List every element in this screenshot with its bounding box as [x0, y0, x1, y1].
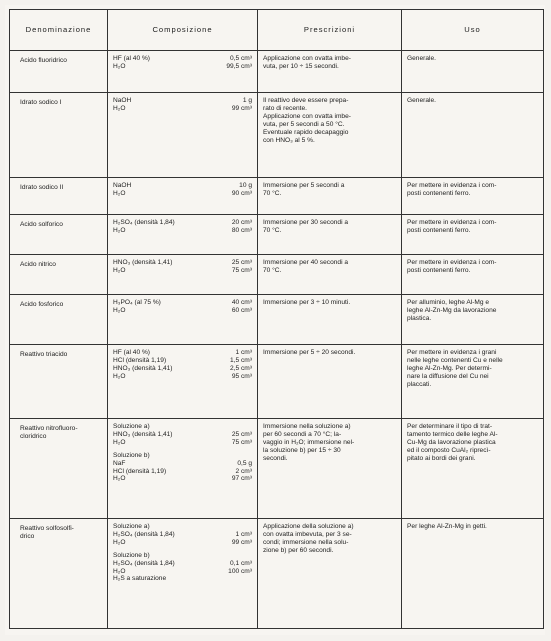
component-name: HNO₃ (densità 1,41) [113, 364, 173, 372]
component-name: H₂O [113, 266, 126, 274]
use-cell [402, 419, 544, 519]
reagent-name: Idrato sodico I [20, 99, 62, 106]
prescription-line: Eventuale rapido decapaggio [263, 128, 349, 136]
use-line: tamento termico delle leghe Al- [407, 430, 498, 438]
composition-item [113, 568, 252, 576]
component-name: HF (al 40 %) [113, 349, 151, 356]
composition-item [113, 97, 252, 105]
component-quantity: 90 cm³ [231, 189, 252, 197]
composition-cell [108, 295, 258, 345]
use-cell [402, 345, 544, 419]
reagent-name-cell [10, 295, 108, 345]
composition-item [113, 539, 252, 547]
prescription-line: 70 °C. [263, 189, 282, 197]
component-name: H₂O [113, 226, 126, 234]
component-name: H₂O [113, 189, 126, 197]
composition-block [113, 552, 252, 584]
reagent-name: Reattivo nitrofluoro- [20, 425, 78, 432]
composition-block [113, 299, 252, 315]
component-quantity: 1 cm³ [235, 530, 252, 538]
composition-item [113, 219, 252, 227]
component-name: NaOH [113, 182, 132, 189]
use-line: ed il composto CuAl₂ riprecì- [407, 446, 491, 454]
prescription-line: vuta, per 5 secondi a 50 °C. [263, 120, 345, 128]
prescription-line: Immersione per 5 secondi a [263, 182, 345, 189]
composition-item [113, 227, 252, 235]
prescription-line: Applicazione della soluzione a) [263, 523, 354, 530]
reagent-name: Reattivo triacido [20, 351, 68, 358]
reagents-table [9, 9, 544, 629]
composition-block [113, 523, 252, 547]
use-line: Per mettere in evidenza i com- [407, 182, 497, 189]
use-line: Per determinare il tipo di trat- [407, 423, 493, 430]
composition-item [113, 105, 252, 113]
prescription-line: 70 °C. [263, 226, 282, 234]
component-name: NaF [113, 459, 126, 467]
table-row [10, 345, 544, 419]
composition-item [113, 307, 252, 315]
component-name: H₂SO₄ (densità 1,84) [113, 219, 175, 226]
use-line: posti contenenti ferro. [407, 266, 471, 274]
use-line: Per mettere in evidenza i com- [407, 219, 497, 226]
table-row [10, 51, 544, 93]
table-row [10, 295, 544, 345]
composition-item [113, 560, 252, 568]
component-quantity: 25 cm³ [231, 430, 252, 438]
prescription-line: Immersione per 5 ÷ 20 secondi. [263, 349, 356, 356]
composition-item [113, 475, 252, 483]
use-cell [402, 295, 544, 345]
solution-label: Soluzione a) [113, 423, 150, 430]
table-row [10, 419, 544, 519]
prescription-line: vuta, per 10 ÷ 15 secondi. [263, 62, 339, 70]
composition-cell [108, 345, 258, 419]
component-name: H₂O [113, 438, 126, 446]
reagent-name: Acido solforico [20, 221, 63, 228]
component-quantity: 10 g [239, 182, 252, 189]
reagent-name: Acido fluoridrico [20, 57, 67, 64]
composition-block [113, 97, 252, 113]
use-cell [402, 51, 544, 93]
component-quantity: 97 cm³ [231, 475, 252, 483]
prescription-line: 70 °C. [263, 266, 282, 274]
component-name: H₂O [113, 567, 126, 575]
use-line: Cu-Mg da lavorazione plastica [407, 438, 496, 446]
table-row [10, 215, 544, 255]
component-quantity: 0,1 cm³ [230, 559, 252, 567]
use-line: posti contenenti ferro. [407, 226, 471, 234]
use-line: Per leghe Al-Zn-Mg in getti. [407, 523, 487, 530]
document-page [5, 5, 545, 635]
prescription-line: Applicazione con ovatta imbe- [263, 55, 351, 62]
component-quantity: 99,5 cm³ [226, 62, 252, 70]
component-quantity: 40 cm³ [231, 299, 252, 306]
prescription-line: con ovatta imbevuta, per 3 se- [263, 530, 352, 538]
composition-block [113, 423, 252, 447]
prescription-cell [258, 419, 402, 519]
reagent-name-cell [10, 519, 108, 629]
use-cell [402, 519, 544, 629]
prescription-line: la soluzione b) per 15 ÷ 30 [263, 446, 341, 454]
component-quantity: 20 cm³ [231, 219, 252, 226]
component-name: HF (al 40 %) [113, 55, 151, 62]
table-row [10, 93, 544, 178]
solution-label: Soluzione b) [113, 451, 150, 459]
composition-item [113, 373, 252, 381]
prescription-cell [258, 93, 402, 178]
composition-cell [108, 255, 258, 295]
component-name: NaOH [113, 97, 132, 104]
component-name: H₂O [113, 372, 126, 380]
reagent-name: Reattivo solfosolfi- [20, 525, 74, 532]
use-line: Generale. [407, 97, 436, 104]
reagent-name-cell [10, 93, 108, 178]
composition-item [113, 299, 252, 307]
header-row [10, 10, 544, 51]
component-quantity: 2,5 cm³ [230, 364, 252, 372]
table-row [10, 178, 544, 215]
solution-label: Soluzione b) [113, 551, 150, 559]
reagent-name: Acido nitrico [20, 261, 56, 268]
use-line: Generale. [407, 55, 436, 62]
use-line: leghe Al-Zn-Mg da lavorazione [407, 306, 497, 314]
use-cell [402, 178, 544, 215]
use-line: nelle leghe contenenti Cu e nelle [407, 356, 503, 364]
composition-item [113, 55, 252, 63]
use-line: placcati. [407, 380, 432, 388]
prescription-line: zione b) per 60 secondi. [263, 546, 334, 554]
reagent-name-cell [10, 215, 108, 255]
composition-cell [108, 519, 258, 629]
component-quantity: 99 cm³ [231, 538, 252, 546]
component-quantity: 2 cm³ [235, 467, 252, 475]
component-quantity: 99 cm³ [231, 104, 252, 112]
component-name: HCl (densità 1,19) [113, 356, 167, 364]
component-quantity: 1,5 cm³ [230, 356, 252, 364]
reagent-name-cell [10, 345, 108, 419]
composition-item [113, 267, 252, 275]
composition-block [113, 259, 252, 275]
composition-cell [108, 215, 258, 255]
prescription-cell [258, 519, 402, 629]
component-quantity: 75 cm³ [231, 266, 252, 274]
reagent-name-cell [10, 419, 108, 519]
prescription-line: Il reattivo deve essere prepa- [263, 97, 349, 104]
component-quantity: 75 cm³ [231, 438, 252, 446]
header-denominazione: Denominazione [10, 10, 108, 51]
composition-item [113, 439, 252, 447]
composition-item [113, 531, 252, 539]
composition-item [113, 259, 252, 267]
prescription-line: Immersione per 3 ÷ 10 minuti. [263, 299, 351, 306]
use-cell [402, 215, 544, 255]
reagent-name: drico [20, 532, 35, 540]
component-name: HCl (densità 1,19) [113, 467, 167, 475]
component-name: H₂SO₄ (densità 1,84) [113, 530, 175, 538]
composition-cell [108, 51, 258, 93]
composition-item [113, 182, 252, 190]
component-name: H₂O [113, 104, 126, 112]
component-name: H₂S a saturazione [113, 575, 167, 583]
prescription-line: secondi. [263, 454, 288, 462]
composition-item [113, 63, 252, 71]
component-quantity: 0,5 cm³ [230, 55, 252, 62]
use-line: posti contenenti ferro. [407, 189, 471, 197]
prescription-line: Immersione per 40 secondi a [263, 259, 349, 266]
solution-label: Soluzione a) [113, 523, 150, 530]
component-name: HNO₃ (densità 1,41) [113, 430, 173, 438]
component-name: H₃PO₄ (al 75 %) [113, 299, 161, 306]
composition-item [113, 357, 252, 365]
component-name: HNO₃ (densità 1,41) [113, 259, 173, 266]
use-line: leghe Al-Zn-Mg. Per determi- [407, 364, 492, 372]
use-cell [402, 255, 544, 295]
use-line: plastica. [407, 314, 432, 322]
composition-cell [108, 178, 258, 215]
use-line: Per mettere in evidenza i grani [407, 349, 497, 356]
reagent-name-cell [10, 255, 108, 295]
component-name: H₂SO₄ (densità 1,84) [113, 559, 175, 567]
header-uso: Uso [402, 10, 544, 51]
use-line: pitato ai bordi dei grani. [407, 454, 476, 462]
use-line: Per mettere in evidenza i com- [407, 259, 497, 266]
header-composizione: Composizione [108, 10, 258, 51]
component-name: H₂O [113, 306, 126, 314]
prescription-line: Applicazione con ovatta imbe- [263, 112, 351, 120]
prescription-line: Immersione per 30 secondi a [263, 219, 349, 226]
table-row [10, 255, 544, 295]
composition-cell [108, 93, 258, 178]
header-prescrizioni: Prescrizioni [258, 10, 402, 51]
component-name: H₂O [113, 475, 126, 483]
composition-item [113, 460, 252, 468]
use-line: nare la diffusione del Cu nei [407, 372, 489, 380]
composition-cell [108, 419, 258, 519]
composition-block [113, 452, 252, 484]
prescription-cell [258, 178, 402, 215]
reagent-name: cloridrico [20, 432, 47, 440]
component-quantity: 0,5 g [237, 459, 252, 467]
component-quantity: 25 cm³ [231, 259, 252, 266]
reagent-name-cell [10, 51, 108, 93]
composition-block [113, 219, 252, 235]
composition-block [113, 349, 252, 381]
component-name: H₂O [113, 538, 126, 546]
composition-item [113, 431, 252, 439]
component-name: H₂O [113, 62, 126, 70]
composition-block [113, 55, 252, 71]
component-quantity: 1 cm³ [235, 349, 252, 356]
reagent-name: Acido fosforico [20, 301, 64, 308]
composition-item [113, 190, 252, 198]
prescription-line: con HNO₃ al 5 %. [263, 136, 315, 144]
prescription-cell [258, 295, 402, 345]
composition-item [113, 468, 252, 476]
component-quantity: 1 g [242, 97, 252, 104]
prescription-line: rato di recente. [263, 104, 307, 112]
table-row [10, 519, 544, 629]
composition-item [113, 575, 252, 583]
component-quantity: 100 cm³ [228, 567, 252, 575]
use-line: Per alluminio, leghe Al-Mg e [407, 299, 490, 306]
composition-item [113, 349, 252, 357]
prescription-cell [258, 345, 402, 419]
reagent-name: Idrato sodico II [20, 184, 64, 191]
component-quantity: 80 cm³ [231, 226, 252, 234]
prescription-line: Immersione nella soluzione a) [263, 423, 351, 430]
use-cell [402, 93, 544, 178]
prescription-line: vaggio in H₂O; immersione nel- [263, 438, 355, 446]
reagent-name-cell [10, 178, 108, 215]
component-quantity: 60 cm³ [231, 306, 252, 314]
prescription-cell [258, 255, 402, 295]
prescription-line: condi; immersione nella solu- [263, 538, 349, 546]
composition-item [113, 365, 252, 373]
prescription-cell [258, 51, 402, 93]
composition-block [113, 182, 252, 198]
component-quantity: 95 cm³ [231, 372, 252, 380]
prescription-cell [258, 215, 402, 255]
prescription-line: per 60 secondi a 70 °C; la- [263, 430, 342, 438]
